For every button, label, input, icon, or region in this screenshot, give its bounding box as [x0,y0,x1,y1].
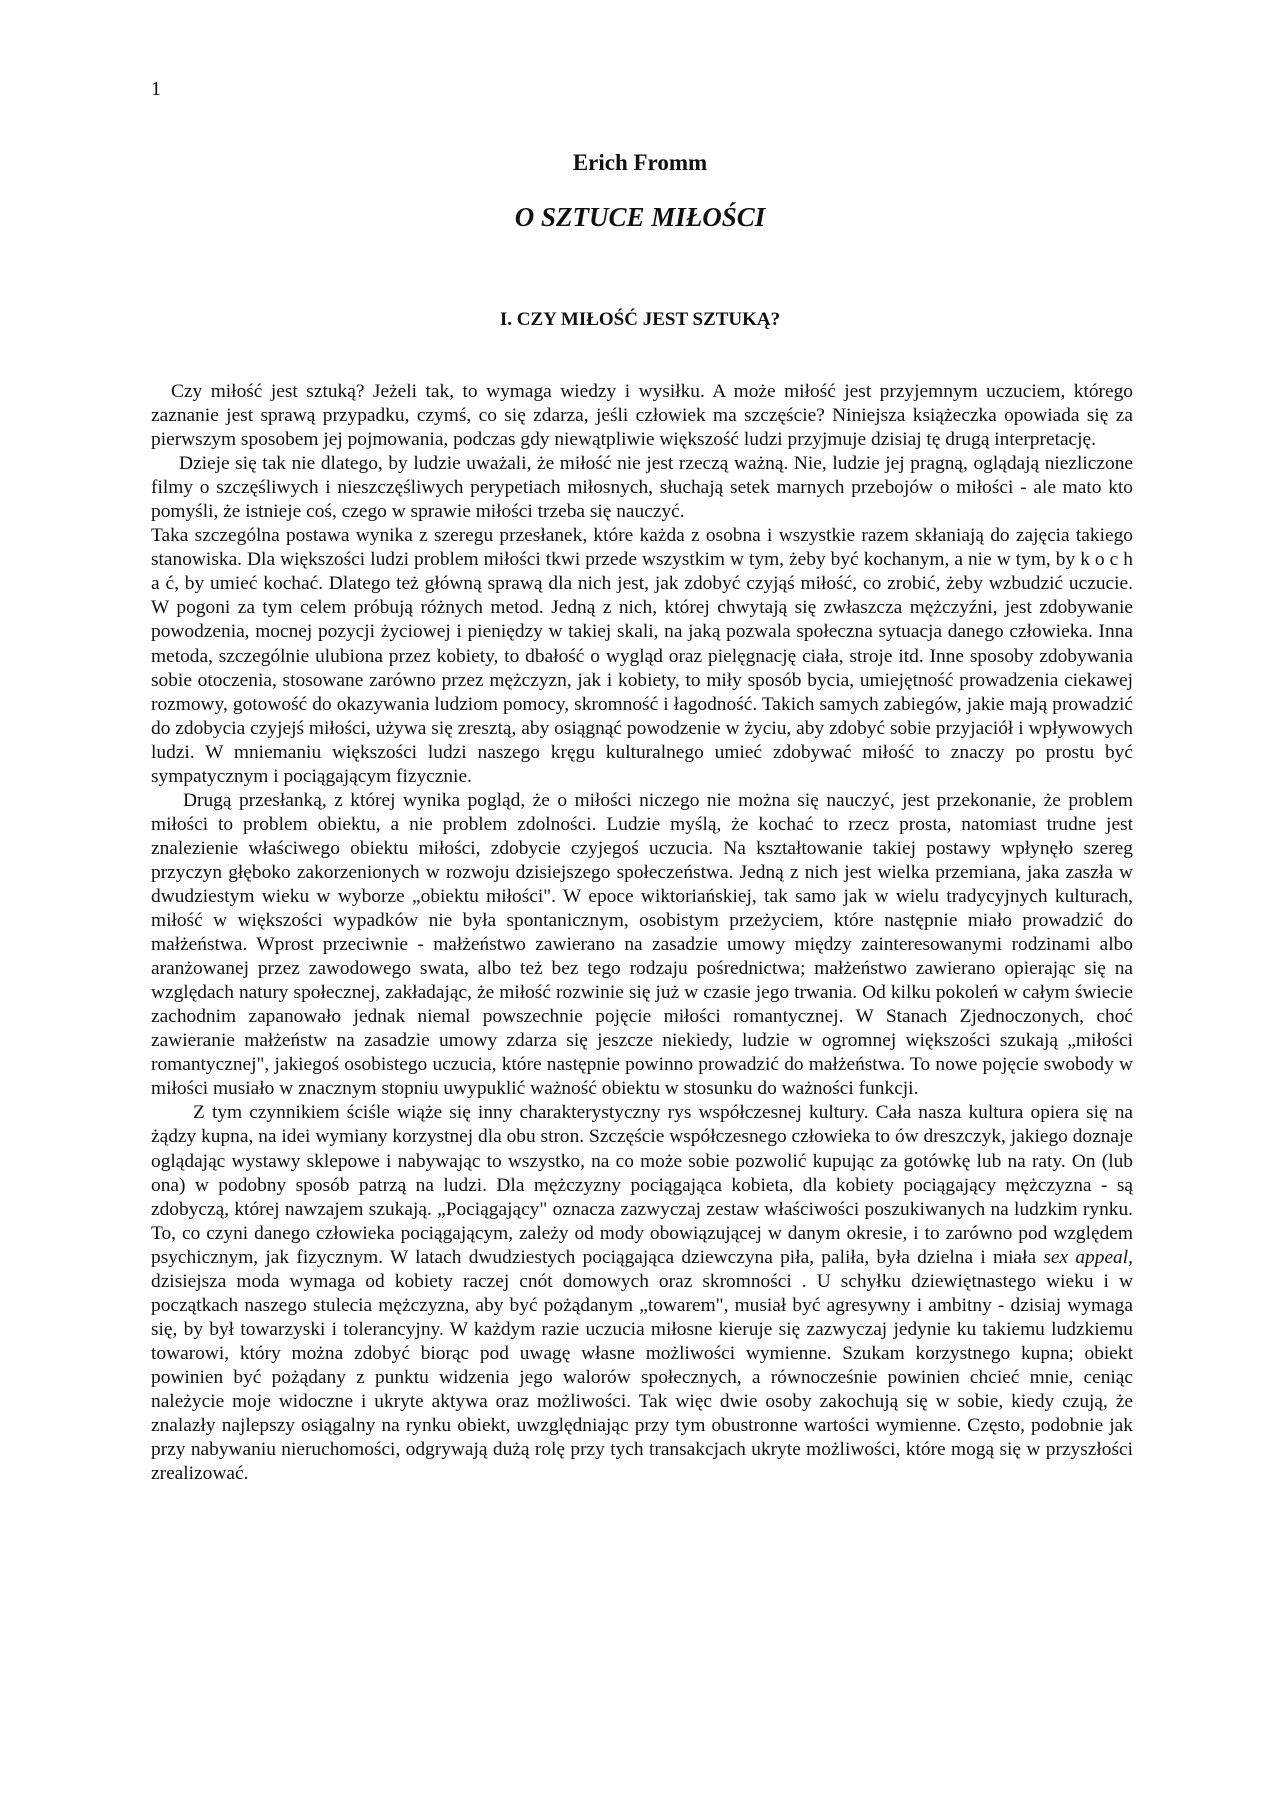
book-title: O SZTUCE MIŁOŚCI [514,202,766,232]
paragraph: Czy miłość jest sztuką? Jeżeli tak, to wymaga wiedzy i wysiłku. A może miłość jest przyjemnym uczuciem, którego zaznanie jest sprawą przypadku, czymś, co się zdarza, jeśli człowiek ma szczęście? Niniejsza książeczka opowiada się za pierwszym sposobem jej pojmowania, podczas gdy niewątpliwie większość ludzi przyjmuje dzisiaj tę drugą interpretację. [151,381,1133,451]
chapter-heading: I. CZY MIŁOŚĆ JEST SZTUKĄ? [499,309,781,330]
paragraph-text: dzisiejsza moda wymaga od kobiety raczej cnót domowych oraz skromności . U schyłku dziewiętnastego wieku i w początkach naszego stulecia mężczyzna, aby być pożądanym „towarem", musiał być agresywny i ambitny - dzisiaj wymaga się, by był towarzyski i tolerancyjny. W każdym razie uczucia miłosne kieruje się zazwyczaj jedynie ku takiemu ludzkiemu towarowi, który można zdobyć biorąc pod uwagę własne możliwości wymienne. Szukam korzystnego kupna; obiekt powinien być pożądany z punktu widzenia jego walorów społecznych, a równocześnie powinien chcieć mnie, ceniąc należycie moje widoczne i ukryte aktywa oraz możliwości. Tak więc dwie osoby zakochują się w sobie, kiedy czują, że znalazły najlepszy osiągalny na rynku obiekt, uwzględniając przy tym obustronne wartości wymienne. Często, podobnie jak przy nabywaniu nieruchomości, odgrywają dużą rolę przy tych transakcjach ukryte możliwości, które mogą się w przyszłości zrealizować. [151,1270,1133,1485]
paragraph-text: Z tym czynnikiem ściśle wiąże się inny charakterystyczny rys współczesnej kultury. Cała nasza kultura opiera się na żądzy kupna, na idei wymiany korzystnej dla obu stron. Szczęście współczesnego człowieka to ów dreszczyk, jakiego doznaje oglądając wystawy sklepowe i nabywając to wszystko, na co może sobie pozwolić kupując za gotówkę lub na raty. On (lub ona) w podobny sposób patrzą na ludzi. Dla mężczyzny pociągająca kobieta, dla kobiety pociągający mężczyzna - są zdobyczą, której nawzajem szukają. „Pociągający" oznacza zazwyczaj zestaw właściwości poszukiwanych na ludzkim rynku. To, co czyni danego człowieka pociągającym, zależy od mody obowiązującej w danym okresie, i to zarówno pod względem psychicznym, jak fizycznym. W latach dwudziestych pociągająca dziewczyna piła, paliła, była dzielna i miała [151,1102,1133,1268]
page-number: 1 [151,78,161,100]
body-text [151,380,1133,1486]
paragraph [151,1101,1133,1486]
author-name: Erich Fromm [572,150,708,175]
paragraph: Taka szczególna postawa wynika z szeregu przesłanek, które każda z osobna i wszystkie razem skłaniają do zajęcia takiego stanowiska. Dla większości ludzi problem miłości tkwi przede wszystkim w tym, żeby być kochanym, a nie w tym, by k o c h a ć, by umieć kochać. Dlatego też główną sprawą dla nich jest, jak zdobyć czyjąś miłość, co zrobić, żeby wzbudzić uczucie. W pogoni za tym celem próbują różnych metod. Jedną z nich, której chwytają się zwłaszcza mężczyźni, jest zdobywanie powodzenia, mocnej pozycji życiowej i pieniędzy w takiej skali, na jaką pozwala społeczna sytuacja danego człowieka. Inna metoda, szczególnie ulubiona przez kobiety, to dbałość o wygląd oraz pielęgnację ciała, stroje itd. Inne sposoby zdobywania sobie otoczenia, stosowane zarówno przez mężczyzn, jak i kobiety, to miły sposób bycia, umiejętność prowadzenia ciekawej rozmowy, gotowość do okazywania ludziom pomocy, skromność i łagodność. Takich samych zabiegów, jakie mają prowadzić do zdobycia czyjejś miłości, używa się zresztą, aby osiągnąć powodzenie w życiu, aby zdobyć sobie przyjaciół i wpływowych ludzi. W mniemaniu większości ludzi naszego kręgu kulturalnego umieć zdobywać miłość to znaczy po prostu być sympatycznym i pociągającym fizycznie. [151,525,1133,787]
italic-phrase: sex appeal, [1043,1246,1133,1268]
paragraph: Dzieje się tak nie dlatego, by ludzie uważali, że miłość nie jest rzeczą ważną. Nie, ludzie jej pragną, oglądają niezliczone filmy o szczęśliwych i nieszczęśliwych perypetiach miłosnych, słuchają setek marnych przebojów o miłości - ale mato kto pomyśli, że istnieje coś, czego w sprawie miłości trzeba się nauczyć. [151,453,1133,523]
paragraph: Drugą przesłanką, z której wynika pogląd, że o miłości niczego nie można się nauczyć, jest przekonanie, że problem miłości to problem obiektu, a nie problem zdolności. Ludzie myślą, że kochać to rzecz prosta, natomiast trudne jest znalezienie właściwego obiektu miłości, zdobycie czyjegoś uczucia. Na kształtowanie takiej postawy wpłynęło szereg przyczyn głęboko zakorzenionych w rozwoju dzisiejszego społeczeństwa. Jedną z nich jest wielka przemiana, jaka zaszła w dwudziestym wieku w wyborze „obiektu miłości". W epoce wiktoriańskiej, tak samo jak w wielu tradycyjnych kulturach, miłość w większości wypadków nie była spontanicznym, osobistym przeżyciem, które następnie miało prowadzić do małżeństwa. Wprost przeciwnie - małżeństwo zawierano na zasadzie umowy między zainteresowanymi rodzinami albo aranżowanej przez zawodowego swata, albo też bez tego rodzaju pośrednictwa; małżeństwo zawierano opierając się na względach natury społecznej, zakładając, że miłość rozwinie się już w czasie jego trwania. Od kilku pokoleń w całym świecie zachodnim zapanowało jednak niemal powszechnie pojęcie miłości romantycznej. W Stanach Zjednoczonych, choć zawieranie małżeństw na zasadzie umowy zdarza się jeszcze niekiedy, ludzie w ogromnej większości szukają „miłości romantycznej", jakiegoś osobistego uczucia, które następnie powinno prowadzić do małżeństwa. To nowe pojęcie swobody w miłości musiało w znacznym stopniu uwypuklić ważność obiektu w stosunku do ważności funkcji. [151,789,1133,1100]
